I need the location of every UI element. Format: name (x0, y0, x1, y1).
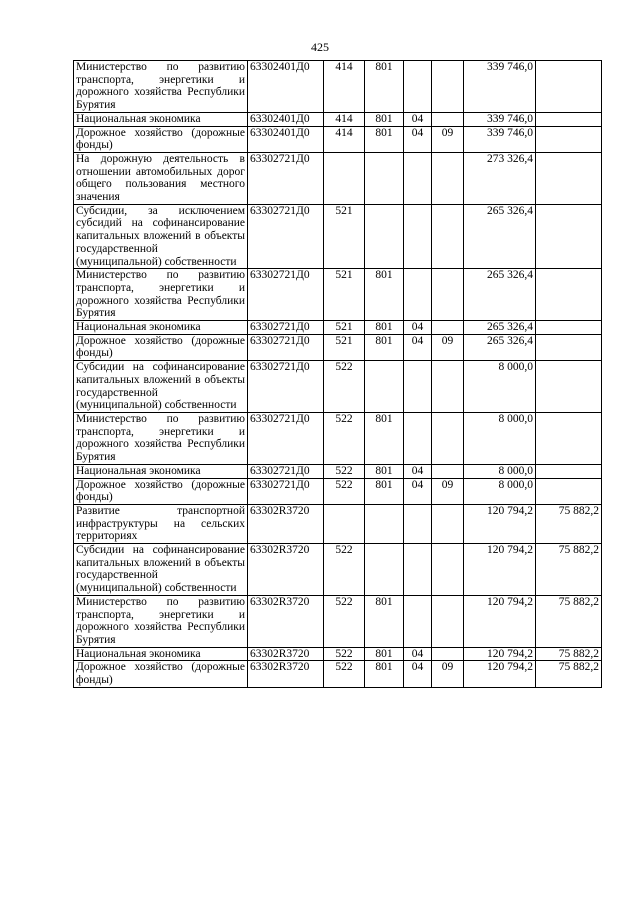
expense-type-cell: 522 (324, 647, 365, 661)
federal-amount-cell (536, 361, 602, 413)
total-amount-cell: 265 326,4 (464, 334, 536, 360)
federal-amount-cell (536, 204, 602, 269)
target-article-cell: 63302721Д0 (248, 478, 324, 504)
section-cell: 04 (404, 464, 432, 478)
expense-type-cell: 522 (324, 544, 365, 596)
table-row (74, 334, 602, 360)
federal-amount-cell: 75 882,2 (536, 595, 602, 647)
subsection-cell: 09 (432, 661, 464, 687)
row-name-cell: Дорожное хозяйство (дорожные фонды) (74, 334, 248, 360)
row-name-cell: Министерство по развитию транспорта, энергетики и дорожного хозяйства Республики Бурятия (74, 595, 248, 647)
section-cell: 04 (404, 647, 432, 661)
ministry-code-cell: 801 (365, 269, 404, 321)
subsection-cell (432, 361, 464, 413)
expense-type-cell: 414 (324, 61, 365, 113)
expense-type-cell: 414 (324, 112, 365, 126)
total-amount-cell: 339 746,0 (464, 126, 536, 152)
federal-amount-cell (536, 321, 602, 335)
ministry-code-cell: 801 (365, 61, 404, 113)
table-row (74, 112, 602, 126)
expense-type-cell (324, 504, 365, 543)
expense-type-cell: 521 (324, 334, 365, 360)
total-amount-cell: 120 794,2 (464, 595, 536, 647)
subsection-cell (432, 269, 464, 321)
row-name-cell: Дорожное хозяйство (дорожные фонды) (74, 126, 248, 152)
ministry-code-cell (365, 544, 404, 596)
row-name-cell: Субсидии, за исключением субсидий на софинансирование капитальных вложений в объекты государственной (муниципальной) собственности (74, 204, 248, 269)
table-row (74, 661, 602, 687)
total-amount-cell: 339 746,0 (464, 112, 536, 126)
expense-type-cell: 522 (324, 478, 365, 504)
federal-amount-cell: 75 882,2 (536, 504, 602, 543)
federal-amount-cell: 75 882,2 (536, 647, 602, 661)
federal-amount-cell (536, 478, 602, 504)
expense-type-cell: 414 (324, 126, 365, 152)
table-row (74, 647, 602, 661)
federal-amount-cell: 75 882,2 (536, 661, 602, 687)
subsection-cell (432, 321, 464, 335)
table-row (74, 61, 602, 113)
table-row (74, 504, 602, 543)
row-name-cell: Национальная экономика (74, 464, 248, 478)
section-cell (404, 361, 432, 413)
table-row (74, 412, 602, 464)
total-amount-cell: 120 794,2 (464, 661, 536, 687)
federal-amount-cell (536, 269, 602, 321)
ministry-code-cell: 801 (365, 126, 404, 152)
target-article-cell: 63302721Д0 (248, 334, 324, 360)
total-amount-cell: 8 000,0 (464, 464, 536, 478)
target-article-cell: 63302401Д0 (248, 126, 324, 152)
total-amount-cell: 8 000,0 (464, 412, 536, 464)
subsection-cell (432, 61, 464, 113)
target-article-cell: 63302401Д0 (248, 61, 324, 113)
ministry-code-cell: 801 (365, 661, 404, 687)
section-cell (404, 544, 432, 596)
subsection-cell (432, 464, 464, 478)
expense-type-cell: 521 (324, 269, 365, 321)
table-row (74, 595, 602, 647)
ministry-code-cell: 801 (365, 412, 404, 464)
table-row (74, 321, 602, 335)
total-amount-cell: 8 000,0 (464, 361, 536, 413)
federal-amount-cell: 75 882,2 (536, 544, 602, 596)
total-amount-cell: 120 794,2 (464, 647, 536, 661)
ministry-code-cell: 801 (365, 334, 404, 360)
target-article-cell: 63302721Д0 (248, 464, 324, 478)
ministry-code-cell (365, 504, 404, 543)
row-name-cell: Национальная экономика (74, 647, 248, 661)
table-row (74, 269, 602, 321)
section-cell: 04 (404, 478, 432, 504)
row-name-cell: Субсидии на софинансирование капитальных вложений в объекты государственной (муниципальной) собственности (74, 361, 248, 413)
subsection-cell (432, 412, 464, 464)
ministry-code-cell: 801 (365, 647, 404, 661)
section-cell: 04 (404, 334, 432, 360)
target-article-cell: 63302721Д0 (248, 152, 324, 204)
total-amount-cell: 265 326,4 (464, 321, 536, 335)
total-amount-cell: 265 326,4 (464, 269, 536, 321)
row-name-cell: Дорожное хозяйство (дорожные фонды) (74, 478, 248, 504)
target-article-cell: 63302721Д0 (248, 412, 324, 464)
target-article-cell: 63302R3720 (248, 504, 324, 543)
section-cell: 04 (404, 126, 432, 152)
budget-table (73, 60, 602, 688)
total-amount-cell: 273 326,4 (464, 152, 536, 204)
total-amount-cell: 339 746,0 (464, 61, 536, 113)
ministry-code-cell: 801 (365, 464, 404, 478)
section-cell: 04 (404, 112, 432, 126)
table-row (74, 478, 602, 504)
expense-type-cell: 522 (324, 595, 365, 647)
section-cell (404, 595, 432, 647)
subsection-cell (432, 595, 464, 647)
row-name-cell: Дорожное хозяйство (дорожные фонды) (74, 661, 248, 687)
subsection-cell (432, 152, 464, 204)
section-cell (404, 412, 432, 464)
federal-amount-cell (536, 412, 602, 464)
subsection-cell (432, 544, 464, 596)
ministry-code-cell: 801 (365, 321, 404, 335)
subsection-cell: 09 (432, 478, 464, 504)
subsection-cell (432, 504, 464, 543)
section-cell: 04 (404, 661, 432, 687)
subsection-cell (432, 647, 464, 661)
section-cell: 04 (404, 321, 432, 335)
subsection-cell: 09 (432, 126, 464, 152)
section-cell (404, 504, 432, 543)
subsection-cell (432, 204, 464, 269)
target-article-cell: 63302721Д0 (248, 269, 324, 321)
row-name-cell: Национальная экономика (74, 321, 248, 335)
expense-type-cell: 522 (324, 412, 365, 464)
total-amount-cell: 8 000,0 (464, 478, 536, 504)
ministry-code-cell (365, 204, 404, 269)
target-article-cell: 63302721Д0 (248, 361, 324, 413)
section-cell (404, 204, 432, 269)
target-article-cell: 63302R3720 (248, 544, 324, 596)
expense-type-cell: 521 (324, 321, 365, 335)
expense-type-cell: 522 (324, 464, 365, 478)
table-row (74, 361, 602, 413)
table-row (74, 126, 602, 152)
ministry-code-cell (365, 152, 404, 204)
ministry-code-cell (365, 361, 404, 413)
subsection-cell (432, 112, 464, 126)
target-article-cell: 63302721Д0 (248, 321, 324, 335)
expense-type-cell: 521 (324, 204, 365, 269)
total-amount-cell: 120 794,2 (464, 504, 536, 543)
table-row (74, 204, 602, 269)
section-cell (404, 61, 432, 113)
expense-type-cell (324, 152, 365, 204)
row-name-cell: Министерство по развитию транспорта, энергетики и дорожного хозяйства Республики Бурятия (74, 269, 248, 321)
row-name-cell: Развитие транспортной инфраструктуры на сельских территориях (74, 504, 248, 543)
federal-amount-cell (536, 61, 602, 113)
row-name-cell: Министерство по развитию транспорта, энергетики и дорожного хозяйства Республики Бурятия (74, 412, 248, 464)
federal-amount-cell (536, 152, 602, 204)
page-number: 425 (311, 40, 329, 54)
ministry-code-cell: 801 (365, 595, 404, 647)
expense-type-cell: 522 (324, 661, 365, 687)
budget-table-body (74, 61, 602, 688)
target-article-cell: 63302401Д0 (248, 112, 324, 126)
section-cell (404, 152, 432, 204)
table-row (74, 464, 602, 478)
federal-amount-cell (536, 112, 602, 126)
target-article-cell: 63302721Д0 (248, 204, 324, 269)
row-name-cell: На дорожную деятельность в отношении автомобильных дорог общего пользования местного значения (74, 152, 248, 204)
table-row (74, 152, 602, 204)
ministry-code-cell: 801 (365, 478, 404, 504)
total-amount-cell: 265 326,4 (464, 204, 536, 269)
federal-amount-cell (536, 464, 602, 478)
target-article-cell: 63302R3720 (248, 595, 324, 647)
federal-amount-cell (536, 334, 602, 360)
total-amount-cell: 120 794,2 (464, 544, 536, 596)
target-article-cell: 63302R3720 (248, 661, 324, 687)
expense-type-cell: 522 (324, 361, 365, 413)
federal-amount-cell (536, 126, 602, 152)
row-name-cell: Министерство по развитию транспорта, энергетики и дорожного хозяйства Республики Бурятия (74, 61, 248, 113)
subsection-cell: 09 (432, 334, 464, 360)
section-cell (404, 269, 432, 321)
row-name-cell: Субсидии на софинансирование капитальных вложений в объекты государственной (муниципальной) собственности (74, 544, 248, 596)
ministry-code-cell: 801 (365, 112, 404, 126)
table-row (74, 544, 602, 596)
row-name-cell: Национальная экономика (74, 112, 248, 126)
target-article-cell: 63302R3720 (248, 647, 324, 661)
